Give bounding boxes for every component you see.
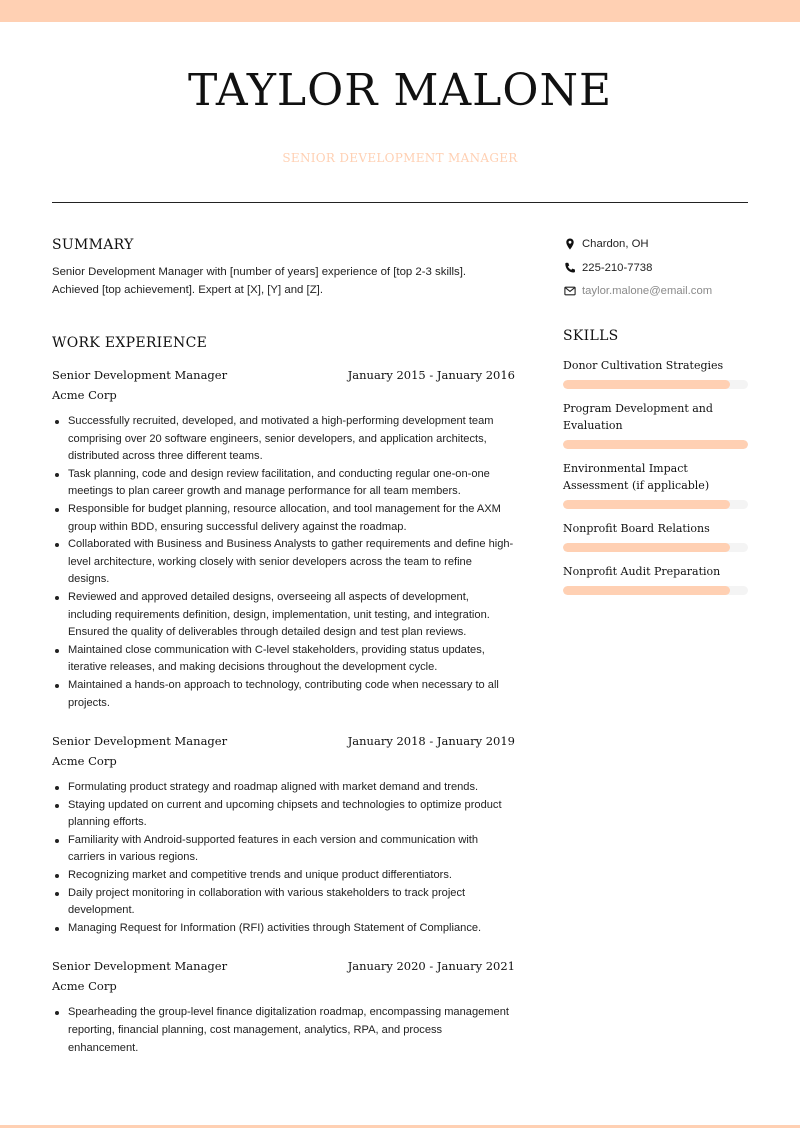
main-column (52, 235, 515, 1057)
job-bullet: Staying updated on current and upcoming chipsets and technologies to optimize product planning efforts. (52, 797, 515, 832)
skill-level-bar (563, 586, 748, 595)
job-company: Acme Corp (52, 979, 117, 994)
contact-block (563, 235, 748, 300)
skills-heading: SKILLS (563, 328, 619, 344)
skill-name: Nonprofit Board Relations (563, 522, 710, 535)
skill-item (563, 520, 748, 552)
skill-item (563, 460, 748, 509)
skill-level-fill (563, 500, 730, 509)
job-header (52, 366, 515, 384)
summary-text: Senior Development Manager with [number of years] experience of [top 2-3 skills]. Achieved [top achievement]. Expert at [X], [Y] and [Z]. (52, 266, 467, 296)
job-bullet: Familiarity with Android-supported features in each version and communication with carriers in various regions. (52, 832, 515, 867)
job-bullet: Maintained a hands-on approach to technology, contributing code when necessary to all projects. (52, 677, 515, 712)
skill-name: Donor Cultivation Strategies (563, 359, 724, 372)
map-pin-icon (563, 237, 577, 251)
skill-level-bar (563, 500, 748, 509)
job-entry (52, 957, 515, 1057)
contact-email[interactable] (563, 282, 748, 300)
phone-text: 225-210-7738 (582, 261, 653, 274)
mail-icon (563, 284, 577, 298)
contact-location (563, 235, 748, 253)
skill-level-bar (563, 543, 748, 552)
job-company: Acme Corp (52, 754, 117, 769)
skill-level-fill (563, 380, 730, 389)
candidate-title: SENIOR DEVELOPMENT MANAGER (282, 151, 518, 165)
skill-level-bar (563, 440, 748, 449)
job-bullets (52, 779, 515, 937)
job-bullet: Recognizing market and competitive trends and unique product differentiators. (52, 867, 515, 885)
skill-item (563, 563, 748, 595)
job-bullet: Responsible for budget planning, resource allocation, and tool management for the AXM group within BDD, ensuring successful delivery against the roadmap. (52, 501, 515, 536)
work-experience-heading: WORK EXPERIENCE (52, 335, 208, 351)
skill-level-bar (563, 380, 748, 389)
skill-item (563, 400, 748, 449)
job-bullet: Reviewed and approved detailed designs, overseeing all aspects of development, including requirements definition, design, implementation, unit testing, and integration. Ensured the quality of deliverables through detailed design and test plan reviews. (52, 589, 515, 642)
job-role: Senior Development Manager (52, 959, 228, 974)
skill-name: Environmental Impact Assessment (if applicable) (563, 462, 710, 492)
sidebar-column (563, 235, 748, 595)
job-list (52, 366, 515, 1057)
skills-section (563, 326, 748, 595)
job-bullet: Successfully recruited, developed, and motivated a high-performing development team comprising over 20 software engineers, senior developers, and application architects, distributed across three different teams. (52, 413, 515, 466)
job-bullets (52, 413, 515, 712)
work-experience-section (52, 333, 515, 1057)
candidate-name: TAYLOR MALONE (187, 65, 613, 116)
job-dates: January 2020 - January 2021 (347, 959, 515, 974)
job-bullet: Managing Request for Information (RFI) activities through Statement of Compliance. (52, 920, 515, 938)
job-company: Acme Corp (52, 388, 117, 402)
location-text: Chardon, OH (582, 238, 649, 250)
job-bullet: Collaborated with Business and Business Analysts to gather requirements and define high-level architecture, working closely with senior developers across the team to refine designs. (52, 536, 515, 589)
job-bullet: Daily project monitoring in collaboration with various stakeholders to track project development. (52, 885, 515, 920)
skill-item (563, 357, 748, 389)
job-dates: January 2018 - January 2019 (347, 734, 515, 749)
job-bullet: Maintained close communication with C-level stakeholders, providing status updates, iterative releases, and making decisions throughout the development cycle. (52, 642, 515, 677)
job-bullet: Task planning, code and design review facilitation, and conducting regular one-on-one meetings to plan career growth and manage performance for all team members. (52, 466, 515, 501)
skill-level-fill (563, 440, 748, 449)
job-bullet: Spearheading the group-level finance digitalization roadmap, encompassing management reporting, financial planning, cost management, analytics, RPA, and process enhancement. (52, 1004, 515, 1057)
header-divider (52, 202, 748, 203)
skills-list (563, 357, 748, 595)
phone-icon (563, 261, 577, 275)
skill-level-fill (563, 586, 730, 595)
job-entry (52, 366, 515, 712)
job-role: Senior Development Manager (52, 734, 228, 749)
summary-section (52, 235, 515, 299)
skill-name: Nonprofit Audit Preparation (563, 565, 721, 578)
top-accent-band (0, 0, 800, 22)
job-bullets (52, 1004, 515, 1057)
job-header (52, 957, 515, 975)
job-entry (52, 732, 515, 937)
summary-heading: SUMMARY (52, 237, 134, 253)
job-dates: January 2015 - January 2016 (347, 368, 515, 382)
job-header (52, 732, 515, 750)
email-text[interactable]: taylor.malone@email.com (582, 285, 713, 297)
job-role: Senior Development Manager (52, 368, 228, 382)
contact-phone (563, 259, 748, 277)
skill-level-fill (563, 543, 730, 552)
job-bullet: Formulating product strategy and roadmap aligned with market demand and trends. (52, 779, 515, 797)
skill-name: Program Development and Evaluation (563, 402, 713, 432)
